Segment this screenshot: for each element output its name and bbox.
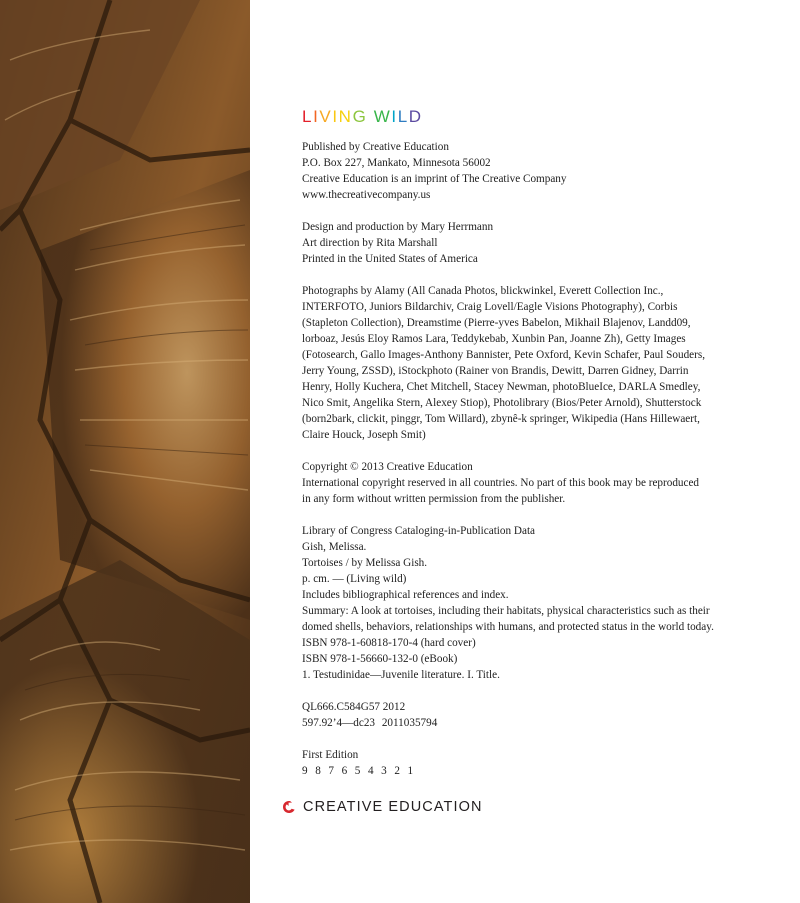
copyright-notice: [302, 459, 772, 507]
photo-credit-line: Photographs by Alamy (All Canada Photos, blickwinkel, Everett Collection Inc.,: [302, 285, 664, 297]
rights-statement: International copyright reserved in all countries. No part of this book may be reproduced: [302, 477, 700, 489]
photo-credit-line: Jerry Young, ZSSD), iStockphoto (Rainer von Brandis, Dewitt, Darren Gidney, Darrin: [302, 365, 689, 377]
cip-line: domed shells, behaviors, relationships with humans, and protected status in the world today.: [302, 621, 714, 633]
edition-label: First Edition: [302, 749, 359, 761]
printing-location: Printed in the United States of America: [302, 253, 478, 265]
cip-line: Gish, Melissa.: [302, 541, 367, 553]
publisher-website: www.thecreativecompany.us: [302, 189, 431, 201]
publisher-imprint: Creative Education is an imprint of The Creative Company: [302, 173, 567, 185]
photo-credit-line: (Stapleton Collection), Dreamstime (Pierre-yves Babelon, Mikhail Blajenov, Landd09,: [302, 317, 691, 329]
cip-data: [302, 523, 772, 683]
cip-line: Library of Congress Cataloging-in-Publication Data: [302, 525, 536, 537]
series-logo-letter: G: [352, 107, 368, 126]
series-logo-letter: I: [391, 107, 398, 126]
series-logo-letter: D: [408, 107, 423, 126]
tortoise-shell-photo: [0, 0, 250, 903]
photo-credit-line: Henry, Holly Kuchera, Chet Mitchell, Stacey Newman, photoBlueIce, DARLA Smedley,: [302, 381, 701, 393]
publisher-line: Published by Creative Education: [302, 141, 449, 153]
rights-statement: in any form without written permission from the publisher.: [302, 493, 566, 505]
cip-line: Tortoises / by Melissa Gish.: [302, 557, 428, 569]
series-logo-letter: N: [338, 107, 353, 126]
production-credits: [302, 219, 772, 267]
photo-credit-line: Claire Houck, Joseph Smit): [302, 429, 426, 441]
design-credit: Design and production by Mary Herrmann: [302, 221, 494, 233]
cip-line: 1. Testudinidae—Juvenile literature. I. Title.: [302, 669, 500, 681]
photo-credits: [302, 283, 772, 443]
living-wild-series-logo: [302, 106, 772, 128]
copyright-page-content: [302, 106, 772, 795]
series-logo-letter: L: [302, 107, 314, 126]
cip-line: p. cm. — (Living wild): [302, 573, 407, 585]
series-logo-letter: I: [332, 107, 339, 126]
series-logo-letter: L: [397, 107, 409, 126]
cip-line: ISBN 978-1-60818-170-4 (hard cover): [302, 637, 476, 649]
photo-credit-line: (Fotosearch, Gallo Images-Anthony Bannister, Pete Oxford, Kevin Schafer, Paul Souders,: [302, 349, 706, 361]
creative-education-logo: [282, 797, 483, 817]
creative-education-mark-icon: [282, 800, 296, 814]
series-logo-letter: V: [319, 107, 333, 126]
photo-credit-line: lorboaz, Jesús Eloy Ramos Lara, Teddykebab, Xunbin Pan, Joanne Zh), Getty Images: [302, 333, 686, 345]
classification-numbers: [302, 699, 772, 731]
publisher-address: P.O. Box 227, Mankato, Minnesota 56002: [302, 157, 491, 169]
lc-call-number: QL666.C584G57 2012: [302, 701, 406, 713]
cip-line: Summary: A look at tortoises, including their habitats, physical characteristics such as their: [302, 605, 710, 617]
photo-credit-line: INTERFOTO, Juniors Bildarchiv, Craig Lovell/Eagle Visions Photography), Corbis: [302, 301, 678, 313]
art-direction-credit: Art direction by Rita Marshall: [302, 237, 438, 249]
cip-line: Includes bibliographical references and index.: [302, 589, 509, 601]
edition-info: [302, 747, 772, 779]
series-logo-letter: I: [313, 107, 320, 126]
publisher-info: [302, 139, 772, 203]
cip-line: ISBN 978-1-56660-132-0 (eBook): [302, 653, 458, 665]
series-logo-letter: W: [373, 107, 392, 126]
copyright-line: Copyright © 2013 Creative Education: [302, 461, 473, 473]
photo-credit-line: Nico Smit, Angelika Stern, Alexey Stiop), Photolibrary (Bios/Peter Arnold), Shutterstock: [302, 397, 702, 409]
creative-education-wordmark: CREATIVE EDUCATION: [303, 799, 483, 815]
photo-credit-line: (born2bark, clickit, pinggr, Tom Willard), zbynê-k springer, Wikipedia (Hans Hillewaert,: [302, 413, 700, 425]
printing-line: 9 8 7 6 5 4 3 2 1: [302, 765, 416, 777]
dewey-number: 597.92’4—dc23 2011035794: [302, 717, 438, 729]
